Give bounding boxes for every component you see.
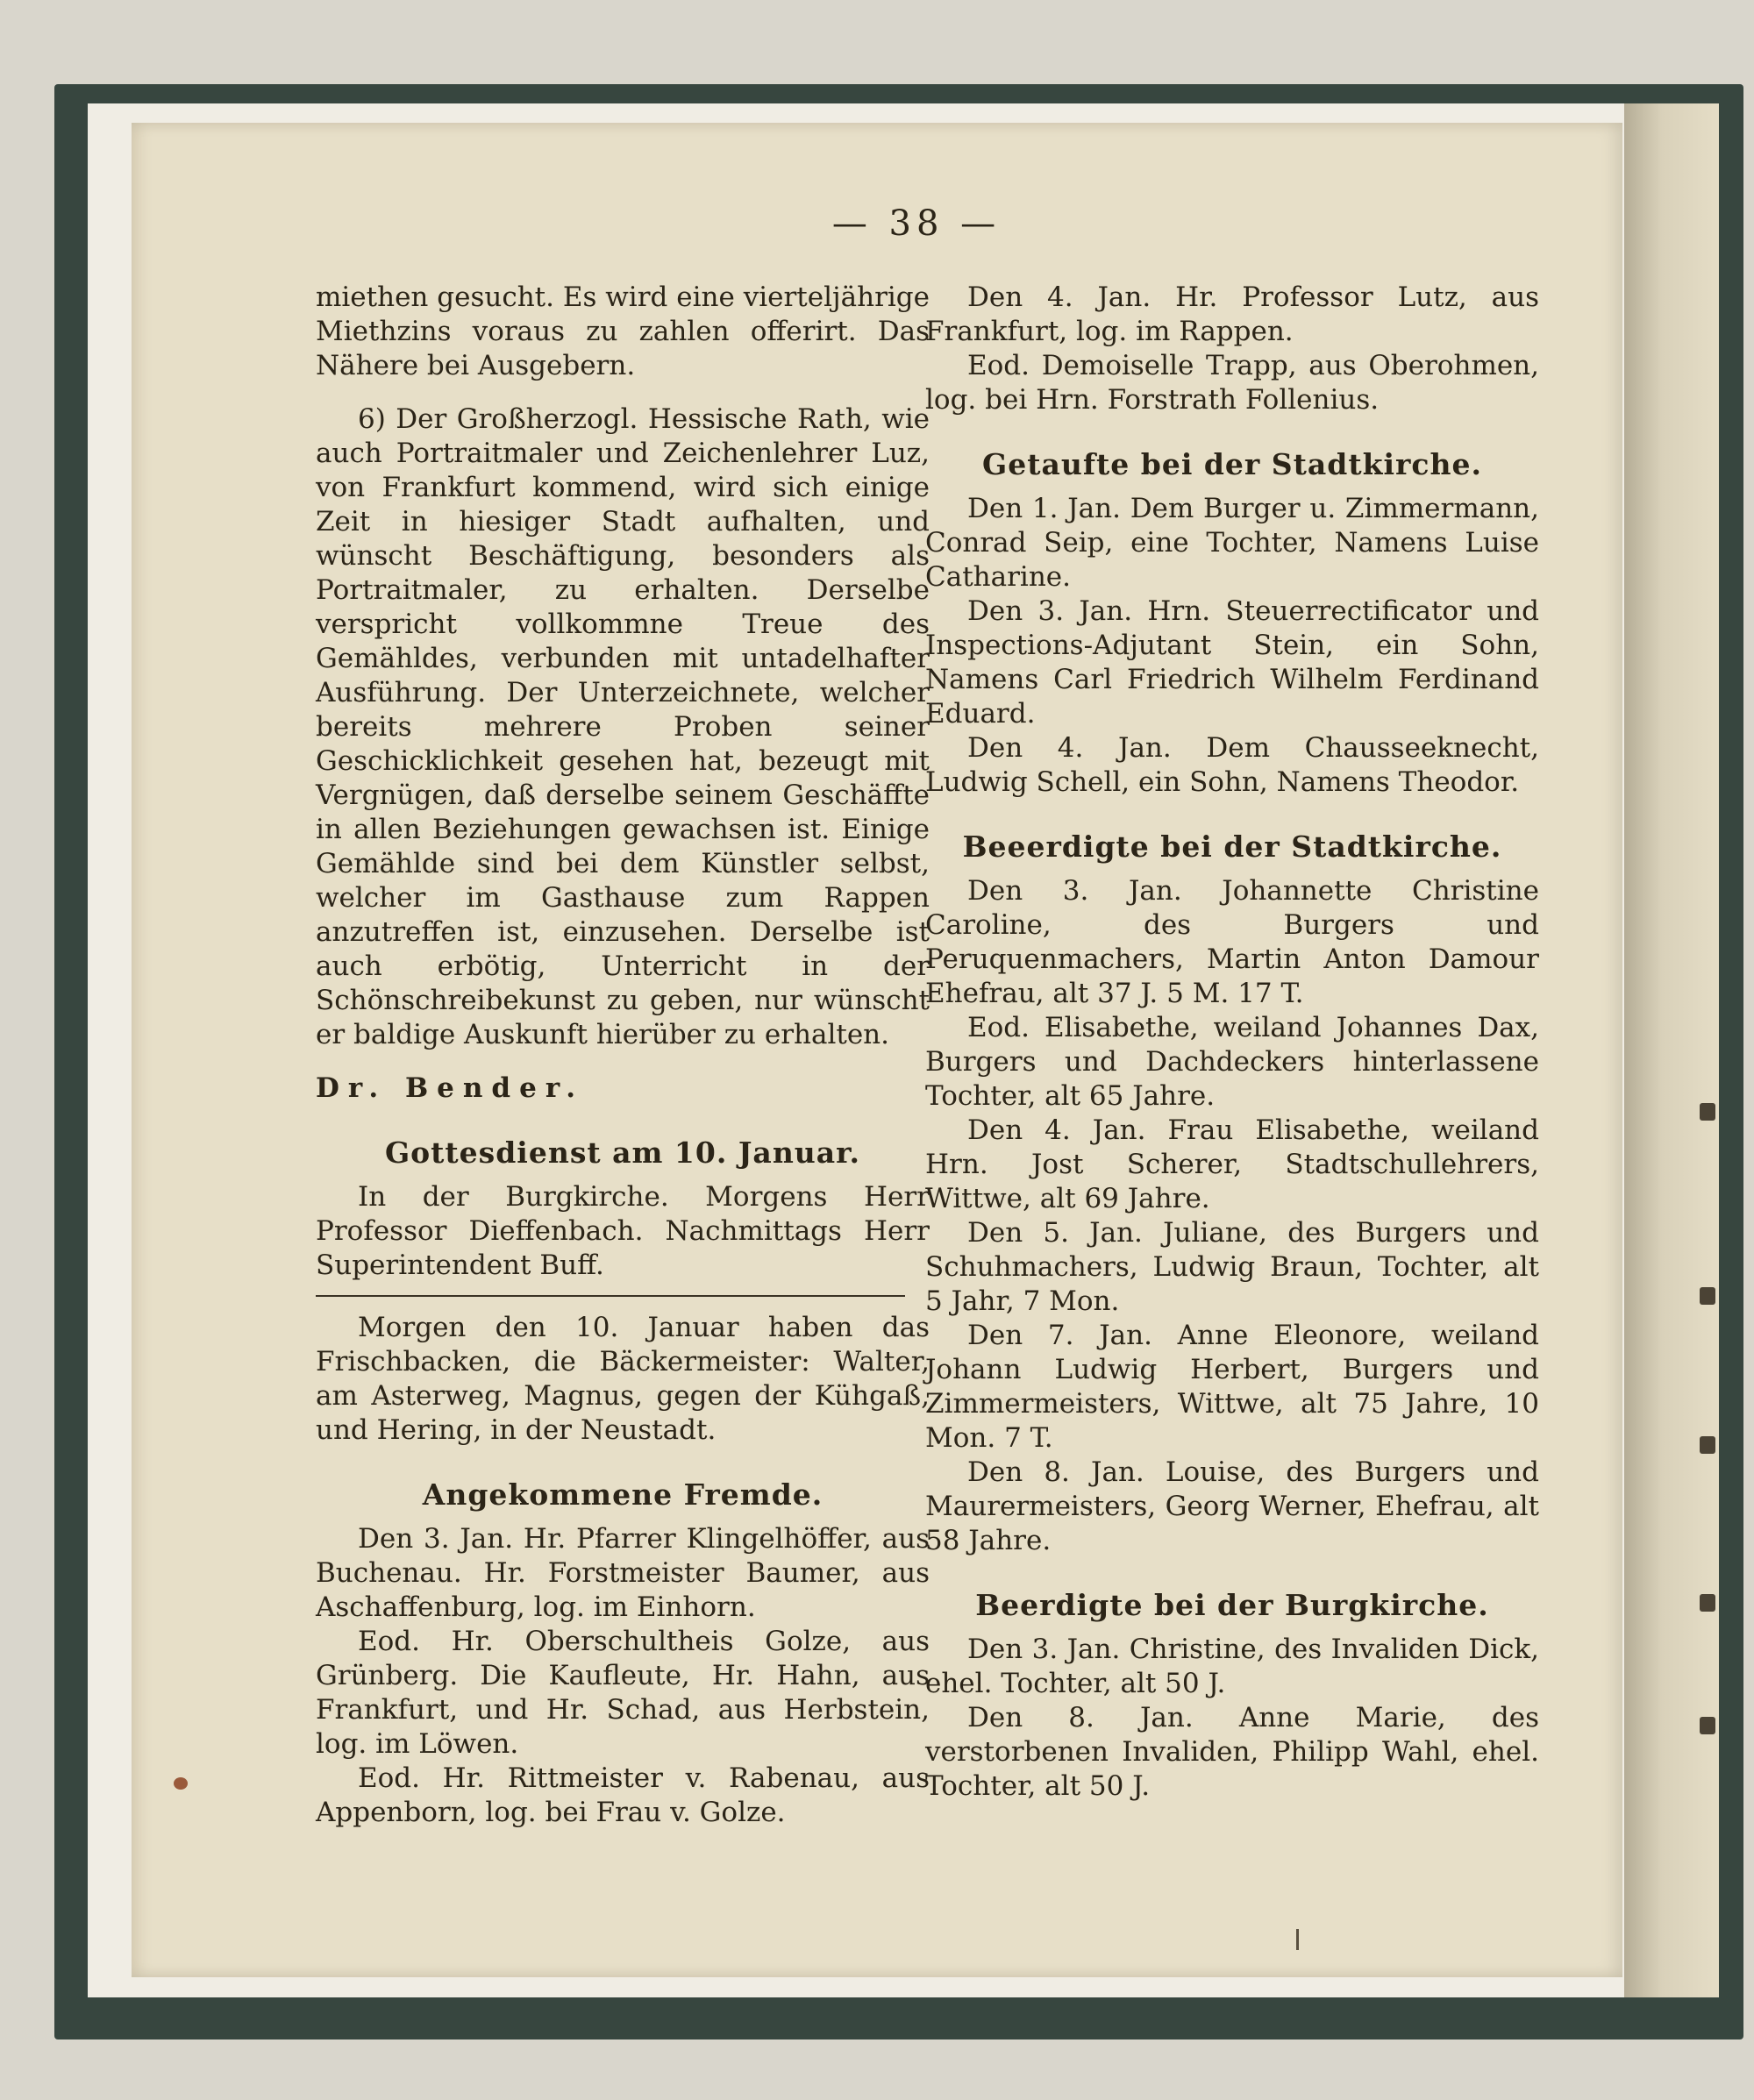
divider xyxy=(316,1295,905,1297)
edge-mark xyxy=(1700,1103,1715,1121)
ink-mark xyxy=(1296,1929,1299,1950)
paragraph: Morgen den 10. Januar haben das Frischbacken, die Bäckermeister: Walter, am Asterweg, Magnus, gegen der Kühgaß, und Hering, in der Neustadt. xyxy=(316,1312,930,1446)
list-item: Den 4. Jan. Hr. Professor Lutz, aus Frankfurt, log. im Rappen. xyxy=(925,281,1539,347)
edge-mark xyxy=(1700,1717,1715,1734)
list-item: Den 4. Jan. Dem Chausseeknecht, Ludwig Schell, ein Sohn, Namens Theodor. xyxy=(925,732,1539,798)
section-heading-getaufte: Getaufte bei der Stadtkirche. xyxy=(982,447,1482,481)
list-item: Den 1. Jan. Dem Burger u. Zimmermann, Conrad Seip, eine Tochter, Namens Luise Catharine. xyxy=(925,493,1539,593)
list-item: Den 3. Jan. Johannette Christine Caroline, des Burgers und Peruquenmachers, Martin Anton Damour Ehefrau, alt 37 J. 5 M. 17 T. xyxy=(925,875,1539,1009)
list-item: Den 7. Jan. Anne Eleonore, weiland Johann Ludwig Herbert, Burgers und Zimmermeisters, Wittwe, alt 75 Jahre, 10 Mon. 7 T. xyxy=(925,1320,1539,1454)
edge-mark xyxy=(1700,1287,1715,1305)
section-heading-beerdigte-burgkirche: Beerdigte bei der Burgkirche. xyxy=(975,1588,1489,1622)
list-item: Den 3. Jan. Hrn. Steuerrectificator und Inspections-Adjutant Stein, ein Sohn, Namens Carl Friedrich Wilhelm Ferdinand Eduard. xyxy=(925,595,1539,730)
signature: Dr. Bender. xyxy=(316,1072,585,1104)
section-heading-beerdigte-stadtkirche: Beeerdigte bei der Stadtkirche. xyxy=(962,829,1502,864)
list-item: Den 3. Jan. Christine, des Invaliden Dick, ehel. Tochter, alt 50 J. xyxy=(925,1634,1539,1699)
page-number: — 38 — xyxy=(831,203,1002,244)
edge-mark xyxy=(1700,1594,1715,1612)
list-item: Den 5. Jan. Juliane, des Burgers und Schuhmachers, Ludwig Braun, Tochter, alt 5 Jahr, 7 Mon. xyxy=(925,1217,1539,1317)
paragraph: miethen gesucht. Es wird eine vierteljährige Miethzins voraus zu zahlen offerirt. Das Nähere bei Ausgebern. xyxy=(316,281,930,381)
list-item: Den 8. Jan. Anne Marie, des verstorbenen Invaliden, Philipp Wahl, ehel. Tochter, alt 50 J. xyxy=(925,1702,1539,1802)
edge-mark xyxy=(1700,1436,1715,1454)
right-column xyxy=(925,281,1539,1804)
list-item: Eod. Demoiselle Trapp, aus Oberohmen, log. bei Hrn. Forstrath Follenius. xyxy=(925,350,1539,416)
section-heading-fremde: Angekommene Fremde. xyxy=(422,1477,824,1512)
list-item: Eod. Hr. Rittmeister v. Rabenau, aus Appenborn, log. bei Frau v. Golze. xyxy=(316,1762,930,1828)
section-heading-gottesdienst: Gottesdienst am 10. Januar. xyxy=(384,1135,861,1170)
list-item: Den 3. Jan. Hr. Pfarrer Klingelhöffer, aus Buchenau. Hr. Forstmeister Baumer, aus Aschaffenburg, log. im Einhorn. xyxy=(316,1523,930,1623)
list-item: Den 8. Jan. Louise, des Burgers und Maurermeisters, Georg Werner, Ehefrau, alt 58 Jahre. xyxy=(925,1456,1539,1556)
ink-blot xyxy=(174,1777,188,1790)
next-page-edge xyxy=(1624,103,1719,1997)
list-item: Eod. Elisabethe, weiland Johannes Dax, Burgers und Dachdeckers hinterlassene Tochter, alt 65 Jahre. xyxy=(925,1012,1539,1112)
paragraph: In der Burgkirche. Morgens Herr Professor Dieffenbach. Nachmittags Herr Superintendent Buff. xyxy=(316,1181,930,1281)
paragraph-advertisement-6: 6) Der Großherzogl. Hessische Rath, wie auch Portraitmaler und Zeichenlehrer Luz, von Frankfurt kommend, wird sich einige Zeit in hiesiger Stadt aufhalten, und wünscht Beschäftigung, besonders als Portraitmaler, zu erhalten. Derselbe verspricht vollkommne Treue des Gemähldes, verbunden mit untadelhafter Ausführung. Der Unterzeichnete, welcher bereits mehrere Proben seiner Geschicklichkeit gesehen hat, bezeugt mit Vergnügen, daß derselbe seinem Geschäffte in allen Beziehungen gewachsen ist. Einige Gemählde sind bei dem Künstler selbst, welcher im Gasthause zum Rappen anzutreffen ist, einzusehen. Derselbe ist auch erbötig, Unterricht in der Schönschreibekunst zu geben, nur wünscht er baldige Auskunft hierüber zu erhalten. xyxy=(316,403,930,1050)
list-item: Den 4. Jan. Frau Elisabethe, weiland Hrn. Jost Scherer, Stadtschullehrers, Wittwe, alt 69 Jahre. xyxy=(925,1114,1539,1214)
list-item: Eod. Hr. Oberschultheis Golze, aus Grünberg. Die Kaufleute, Hr. Hahn, aus Frankfurt, und Hr. Schad, aus Herbstein, log. im Löwen. xyxy=(316,1626,930,1760)
left-column xyxy=(316,281,930,1830)
